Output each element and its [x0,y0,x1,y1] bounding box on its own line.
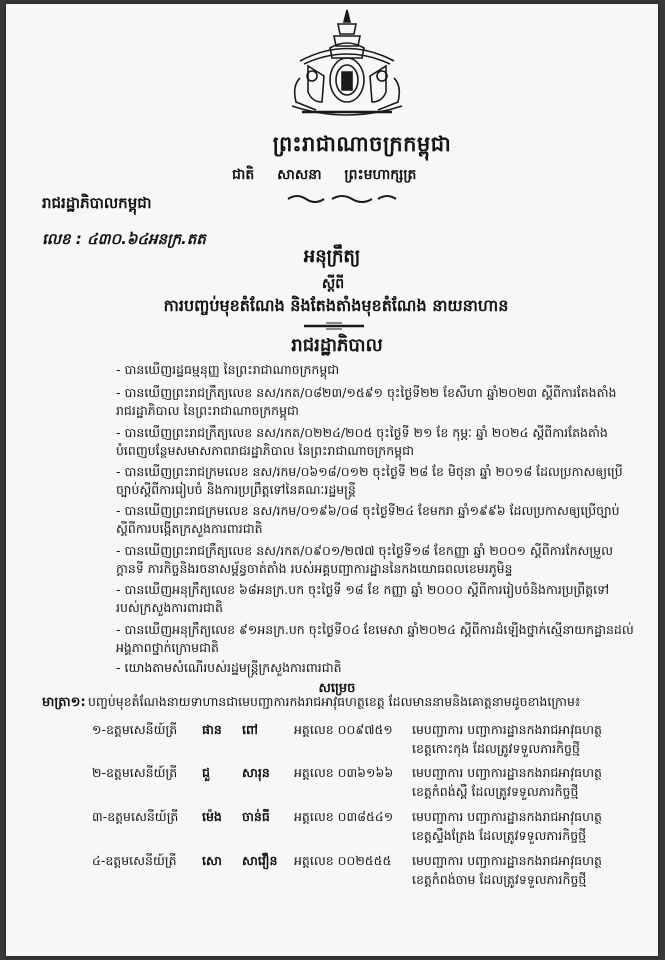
royal-coat-of-arms-icon [282,6,412,124]
issuing-authority: រាជរដ្ឋាភិបាលកម្ពុជា [42,194,152,212]
consideration-line: របស់ក្រសួងការពារជាតិ [116,600,223,615]
consideration-line: ស្តីពីការបង្កើតក្រសួងការពារជាតិ [116,521,263,536]
officer-family-name: ផាន [202,722,222,737]
officer-role: មេបញ្ជាការ បញ្ជាការដ្ឋានកងរាជអាវុធហត្ថ [412,809,602,824]
officer-role: មេបញ្ជាការ បញ្ជាការដ្ឋានកងរាជអាវុធហត្ថ [412,722,602,737]
officer-family-name: ម៉េង [202,809,222,824]
consideration-line: - បានឃើញអនុក្រឹត្យលេខ ៦៨អនក្រ.បក ចុះថ្ងៃទី ១៨ ខែ កញ្ញា ឆ្នាំ ២០០០ ស្តីពីការរៀបចំនិងការប្រព្រឹត្តទៅ [116,582,609,597]
consideration-line: - បានឃើញព្រះរាជក្រឹត្យលេខ នស/រកត/០២២៤/២០៥ ចុះថ្ងៃទី ២១ ខែ កុម្ភៈ ឆ្នាំ ២០២៤ ស្តីពីការតែងតាំង [116,425,608,440]
title-divider-icon [304,322,364,330]
document-subject: ការបញ្ចប់មុខតំណែង និងតែងតាំងមុខតំណែង នាយនាហាន [163,296,509,315]
motto-religion: សាសនា [277,167,322,183]
consideration-line: - បានឃើញរដ្ឋធម្មនុញ្ញ នៃព្រះរាជាណាចក្រកម្ពុជា [116,362,340,377]
consideration-line: - បានឃើញអនុក្រឹត្យលេខ ៩១អនក្រ.បក ចុះថ្ងៃទី០៤ ខែមេសា ឆ្នាំ២០២៤ ស្តីពីការដំឡើងថ្នាក់ស្មើនាយកដ្ឋានដល់ [116,622,634,637]
officer-id: អត្តលេខ ០០៩៧៥១ [294,722,393,737]
decorative-divider-icon [282,193,402,205]
officer-family-name: សោ [202,853,222,868]
consideration-line: - បានឃើញព្រះរាជក្រឹត្យលេខ នស/រកត/០៩០១/២៧៧ ចុះថ្ងៃទី១៨ ខែកញ្ញា ឆ្នាំ ២០០១ ស្តីពីការកែសម្រួល [116,543,613,558]
officer-role: មេបញ្ជាការ បញ្ជាការដ្ឋានកងរាជអាវុធហត្ថ [412,853,602,868]
article-1-label: មាត្រា១: [42,695,86,710]
officer-role-line2: ខេត្តកំពង់ចាម ដែលត្រូវទទួលភារកិច្ចថ្មី [412,872,587,887]
regarding-label: ស្តីពី [321,276,345,292]
officer-given-name: ពៅ [242,722,258,737]
decision-heading: សម្រេច [318,681,356,696]
consideration-line: អង្គភាពថ្នាក់ក្រោមជាតិ [116,640,219,655]
officer-role: មេបញ្ជាការ បញ្ជាការដ្ឋានកងរាជអាវុធហត្ថ [412,765,602,780]
officer-id: អត្តលេខ ០៣៦១៦៦ [294,765,394,780]
officer-rank: ១-ឧត្តមសេនីយ៍ត្រី [92,722,178,737]
article-1-text: បញ្ចប់មុខតំណែងនាយទាហានជាមេបញ្ជាការកងរាជអាវុធហត្ថខេត្ត ដែលមាននាមនិងគោត្តនាមដូចខាងក្រោម៖ [88,694,581,709]
officer-rank: ២-ឧត្តមសេនីយ៍ត្រី [92,765,178,780]
officer-given-name: សារុន [242,765,270,780]
officer-role-line2: ខេត្តកំពង់ស្ពឺ ដែលត្រូវទទួលភារកិច្ចថ្មី [412,784,579,799]
officer-given-name: សាវឿន [242,853,278,868]
officer-rank: ៣-ឧត្តមសេនីយ៍ត្រី [92,809,179,824]
officer-id: អត្តលេខ ០៣៨៥៤១ [294,809,394,824]
document-type: អនុក្រឹត្យ [303,246,361,267]
officer-given-name: ចាន់ធី [242,809,270,824]
kingdom-heading: ព្រះរាជាណាចក្រកម្ពុជា [272,132,452,156]
government-heading: រាជរដ្ឋាភិបាល [291,335,383,356]
officer-role-line2: ខេត្តស្ទឹងត្រែង ដែលត្រូវទទួលភារកិច្ចថ្មី [412,828,587,843]
officer-id: អត្តលេខ ០០២៥៥៥ [294,853,392,868]
consideration-line: - បានឃើញព្រះរាជក្រមលេខ នស/រកម/០១៩៦/០៨ ចុះថ្ងៃទី២៤ ខែមករា ឆ្នាំ១៩៩៦ ដែលប្រកាសឲ្យប្រើច្បាប់ [116,503,620,518]
consideration-line: ក្ដានទី ភារកិច្ចនិងរចនាសម្ព័ន្ធចាត់តាំង របស់អគ្គបញ្ជាការដ្ឋាននៃកងយោធពលខេមរភូមិន្ទ [116,561,513,576]
consideration-line: - បានឃើញព្រះរាជក្រឹត្យលេខ នស/រកត/០៨២៣/១៥៩១ ចុះថ្ងៃទី២២ ខែសីហា ឆ្នាំ២០២៣ ស្តីពីការតែងតាំង [116,385,617,400]
motto-king: ព្រះមហាក្សត្រ [344,167,417,183]
reference-number: លេខ : ៤៣០.៦៤អនក្រ.តត [42,230,206,248]
document-page [6,4,658,956]
officer-role-line2: ខេត្តកោះកុង ដែលត្រូវទទួលភារកិច្ចថ្មី [412,741,580,756]
consideration-line: - បានឃើញព្រះរាជក្រមលេខ នស/រកម/០៦១៨/០១២ ចុះថ្ងៃទី ២៨ ខែ មិថុនា ឆ្នាំ ២០១៨ ដែលប្រកាសឲ្យប្រើ [116,464,623,479]
consideration-line: ច្បាប់ស្តីពីការរៀបចំ និងការប្រព្រឹត្តទៅនៃគណៈរដ្ឋមន្ត្រី [116,482,356,497]
consideration-line: បំពេញបន្ថែមសមាសភាពរាជរដ្ឋាភិបាល នៃព្រះរាជាណាចក្រកម្ពុជា [116,443,414,458]
consideration-line: - យោងតាមសំណើរបស់រដ្ឋមន្ត្រីក្រសួងការពារជាតិ [116,660,342,675]
national-motto [232,165,492,186]
motto-nation: ជាតិ [232,167,255,183]
officer-rank: ៤-ឧត្តមសេនីយ៍ត្រី [92,853,177,868]
consideration-line: រាជរដ្ឋាភិបាល នៃព្រះរាជាណាចក្រកម្ពុជា [116,403,299,418]
officer-family-name: ជួ [202,765,210,780]
